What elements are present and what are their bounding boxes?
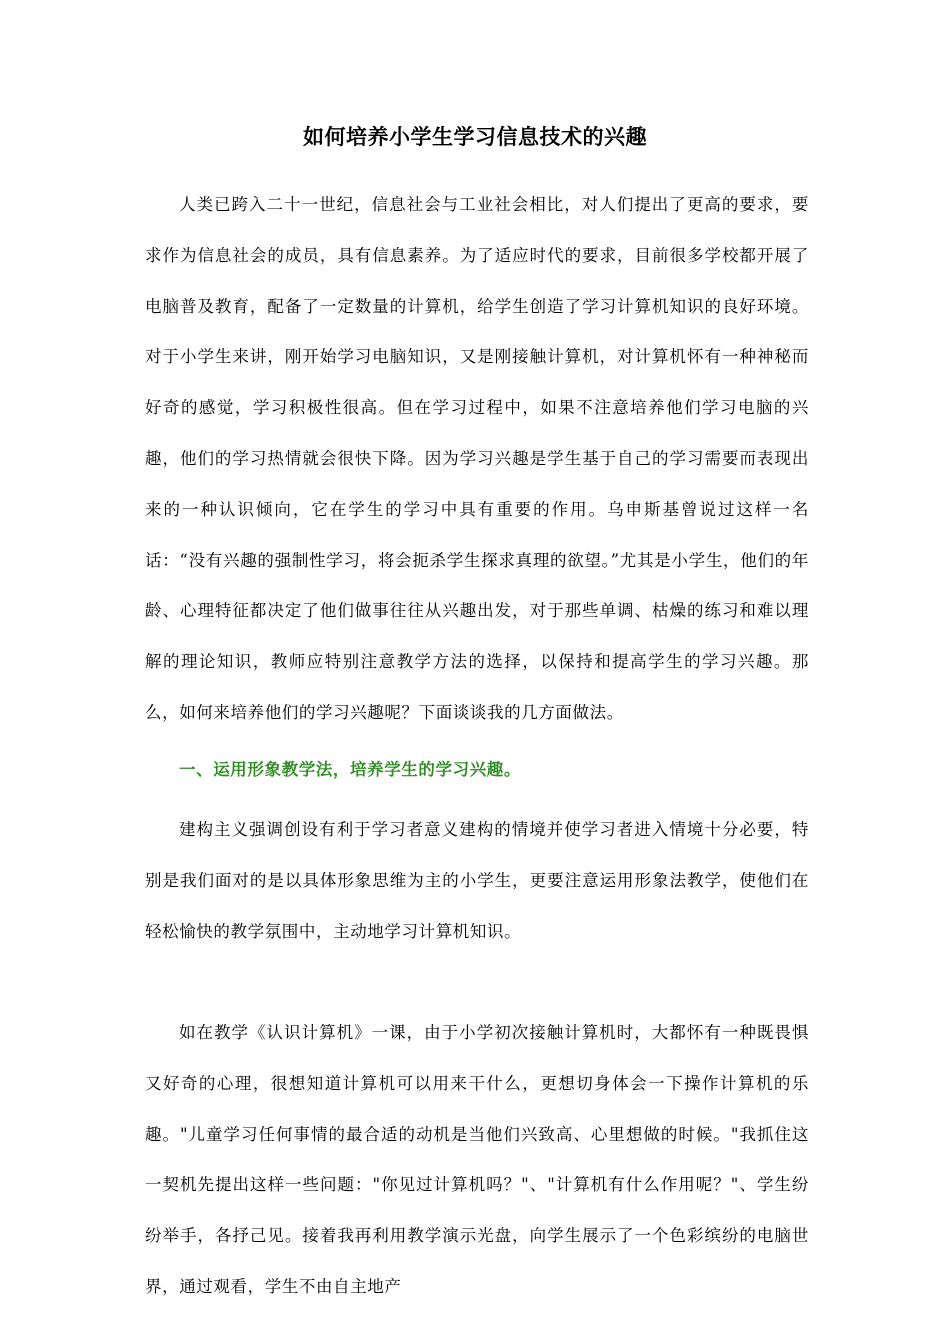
document-title: 如何培养小学生学习信息技术的兴趣 xyxy=(303,124,647,149)
paragraph-section-1-body: 建构主义强调创设有利于学习者意义建构的情境并使学习者进入情境十分必要，特别是我们面对的是以具体形象思维为主的小学生，更要注意运用形象法教学，使他们在轻松愉快的教学氛围中，主动地学习计算机知识。 xyxy=(145,820,809,941)
paragraph-intro: 人类已跨入二十一世纪，信息社会与工业社会相比，对人们提出了更高的要求，要求作为信息社会的成员，具有信息素养。为了适应时代的要求，目前很多学校都开展了电脑普及教育，配备了一定数量的计算机，给学生创造了学习计算机知识的良好环境。对于小学生来讲，刚开始学习电脑知识，又是刚接触计算机，对计算机怀有一种神秘而好奇的感觉，学习积极性很高。但在学习过程中，如果不注意培养他们学习电脑的兴趣，他们的学习热情就会很快下降。因为学习兴趣是学生基于自己的学习需要而表现出来的一种认识倾向，它在学生的学习中具有重要的作用。乌申斯基曾说过这样一名话：“没有兴趣的强制性学习，将会扼杀学生探求真理的欲望。”尤其是小学生，他们的年龄、心理特征都决定了他们做事往往从兴趣出发，对于那些单调、枯燥的练习和难以理解的理论知识，教师应特别注意教学方法的选择，以保持和提高学生的学习兴趣。那么，如何来培养他们的学习兴趣呢？下面谈谈我的几方面做法。 xyxy=(145,195,809,722)
paragraph-example: 如在教学《认识计算机》一课，由于小学初次接触计算机时，大都怀有一种既畏惧又好奇的心理，很想知道计算机可以用来干什么，更想切身体会一下操作计算机的乐趣。"儿童学习任何事情的最合适的动机是当他们兴致高、心里想做的时候。"我抓住这一契机先提出这样一些问题："你见过计算机吗？"、"计算机有什么作用呢？"、学生纷纷举手，各抒己见。接着我再利用教学演示光盘，向学生展示了一个色彩缤纷的电脑世界，通过观看，学生不由自主地产 xyxy=(145,1023,809,1296)
section-heading-1: 一、运用形象教学法，培养学生的学习兴趣。 xyxy=(179,760,521,779)
